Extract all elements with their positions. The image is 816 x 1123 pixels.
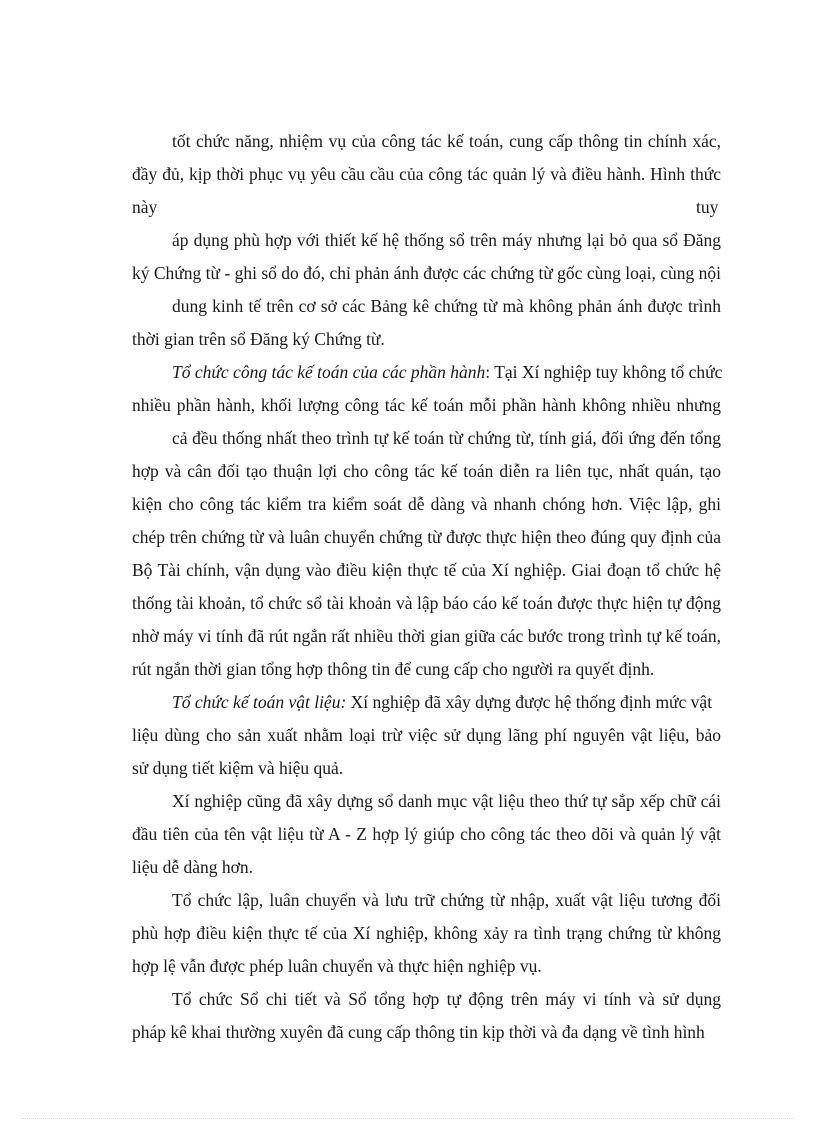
page-bottom-divider: [22, 1118, 794, 1119]
text-line: Tổ chức Sổ chi tiết và Sổ tổng hợp tự động trên máy vi tính và sử dụng: [172, 989, 721, 1009]
text-run: Xí nghiệp đã xây dựng được hệ thống định mức vật: [346, 692, 713, 712]
text-line: nhiều phần hành, khối lượng công tác kế toán mỗi phần hành không nhiều nhưng: [132, 395, 721, 415]
text-line: áp dụng phù hợp với thiết kế hệ thống sổ trên máy nhưng lại bỏ qua sổ Đăng: [172, 230, 721, 250]
text-line: Tổ chức lập, luân chuyển và lưu trữ chứng từ nhập, xuất vật liệu tương đối: [172, 890, 721, 910]
text-line: dung kinh tế trên cơ sở các Bảng kê chứng từ mà không phản ánh được trình: [172, 296, 721, 316]
text-line: thời gian trên sổ Đăng ký Chứng từ.: [132, 329, 385, 349]
text-line: Bộ Tài chính, vận dụng vào điều kiện thực tế của Xí nghiệp. Giai đoạn tổ chức hệ: [132, 560, 721, 580]
text-line: rút ngắn thời gian tổng hợp thông tin để cung cấp cho người ra quyết định.: [132, 659, 655, 679]
text-line: đầu tiên của tên vật liệu từ A - Z hợp lý giúp cho công tác theo dõi và quản lý vật: [132, 824, 721, 844]
text-line: đầy đủ, kịp thời phục vụ yêu cầu cầu của công tác quản lý và điều hành. Hình thức: [132, 164, 721, 184]
text-line: phù hợp điều kiện thực tế của Xí nghiệp, không xảy ra tình trạng chứng từ không: [132, 923, 721, 943]
text-line: Xí nghiệp cũng đã xây dựng sổ danh mục vật liệu theo thứ tự sắp xếp chữ cái: [172, 791, 721, 811]
text-line: hợp lệ vẫn được phép luân chuyển và thực hiện nghiệp vụ.: [132, 956, 542, 976]
text-line: liệu dùng cho sản xuất nhằm loại trừ việc sử dụng lãng phí nguyên vật liệu, bảo: [132, 725, 721, 745]
text-line: sử dụng tiết kiệm và hiệu quả.: [132, 758, 344, 778]
text-line: hợp và cân đối tạo thuận lợi cho công tác kế toán diễn ra liên tục, nhất quán, tạo: [132, 461, 721, 481]
text-line: tuy: [696, 197, 719, 217]
text-line: kiện cho công tác kiểm tra kiểm soát dễ dàng và nhanh chóng hơn. Việc lập, ghi: [132, 494, 721, 514]
section-heading: Tổ chức công tác kế toán của các phần hành: [172, 362, 486, 382]
text-line: ký Chứng từ - ghi sổ do đó, chỉ phản ánh được các chứng từ gốc cùng loại, cùng nội: [132, 263, 721, 283]
text-line: liệu dễ dàng hơn.: [132, 857, 254, 877]
text-line: thống tài khoản, tổ chức sổ tài khoản và lập báo cáo kế toán được thực hiện tự động: [132, 593, 721, 613]
paragraph-opening-line: [172, 361, 722, 383]
text-line: nhờ máy vi tính đã rút ngắn rất nhiều thời gian giữa các bước trong trình tự kế toán,: [132, 626, 721, 646]
section-heading: Tổ chức kế toán vật liệu:: [172, 692, 347, 712]
text-line: tốt chức năng, nhiệm vụ của công tác kế toán, cung cấp thông tin chính xác,: [172, 131, 721, 151]
text-line: cả đều thống nhất theo trình tự kế toán từ chứng từ, tính giá, đối ứng đến tổng: [172, 428, 721, 448]
text-line: pháp kê khai thường xuyên đã cung cấp thông tin kịp thời và đa dạng về tình hình: [132, 1022, 705, 1042]
text-line: này: [132, 197, 158, 217]
text-run: : Tại Xí nghiệp tuy không tổ chức: [485, 362, 723, 382]
paragraph-opening-line: [172, 691, 712, 713]
text-line: chép trên chứng từ và luân chuyển chứng từ được thực hiện theo đúng quy định của: [132, 527, 721, 547]
